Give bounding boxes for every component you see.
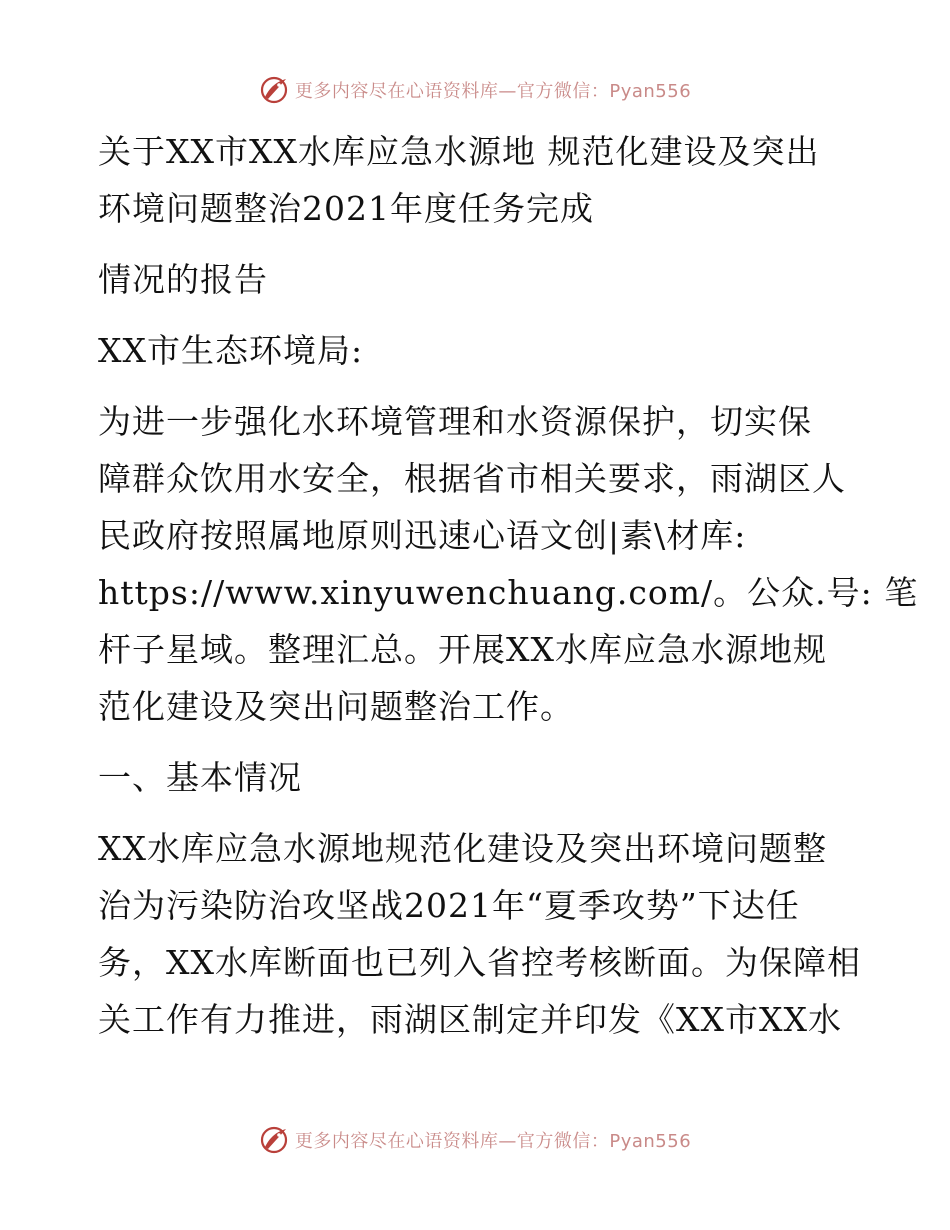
watermark-text: 更多内容尽在心语资料库—官方微信：Pyan556	[294, 1131, 692, 1152]
paragraph-line: https://www.xinyuwenchuang.com/。公众.号: 笔	[98, 573, 919, 612]
body-paragraph-basic-info	[98, 820, 868, 1048]
pen-logo-icon	[259, 1125, 289, 1155]
footer-watermark	[259, 1125, 691, 1155]
paragraph-line: 为进一步强化水环境管理和水资源保护，切实保	[98, 402, 812, 441]
footer-watermark-banner	[0, 1120, 950, 1160]
paragraph-line: 杆子星域。整理汇总。开展XX水库应急水源地规	[98, 630, 827, 669]
addressee-line: XX市生态环境局:	[98, 331, 364, 370]
document-title	[98, 123, 868, 237]
title-line: 关于XX市XX水库应急水源地 规范化建设及突出	[98, 132, 820, 171]
title-line: 情况的报告	[98, 260, 268, 299]
section-heading	[98, 749, 868, 806]
watermark-text: 更多内容尽在心语资料库—官方微信：Pyan556	[294, 81, 692, 102]
pen-logo-icon	[259, 75, 289, 105]
paragraph-line: 务，XX水库断面也已列入省控考核断面。为保障相	[98, 943, 861, 982]
paragraph-line: 治为污染防治攻坚战2021年“夏季攻势”下达任	[98, 886, 800, 925]
section-heading-line: 一、基本情况	[98, 758, 302, 797]
paragraph-line: 范化建设及突出问题整治工作。	[98, 687, 574, 726]
paragraph-line: 民政府按照属地原则迅速心语文创|素\材库:	[98, 516, 747, 555]
paragraph-line: 关工作有力推进，雨湖区制定并印发《XX市XX水	[98, 1000, 842, 1039]
header-watermark-banner	[0, 70, 950, 110]
header-watermark	[259, 75, 691, 105]
document-title-continuation	[98, 251, 868, 308]
body-paragraph-intro	[98, 393, 919, 735]
title-line: 环境问题整治2021年度任务完成	[98, 189, 594, 228]
paragraph-line: XX水库应急水源地规范化建设及突出环境问题整	[98, 829, 827, 868]
paragraph-line: 障群众饮用水安全，根据省市相关要求，雨湖区人	[98, 459, 846, 498]
addressee	[98, 322, 868, 379]
document-body	[98, 123, 919, 1048]
